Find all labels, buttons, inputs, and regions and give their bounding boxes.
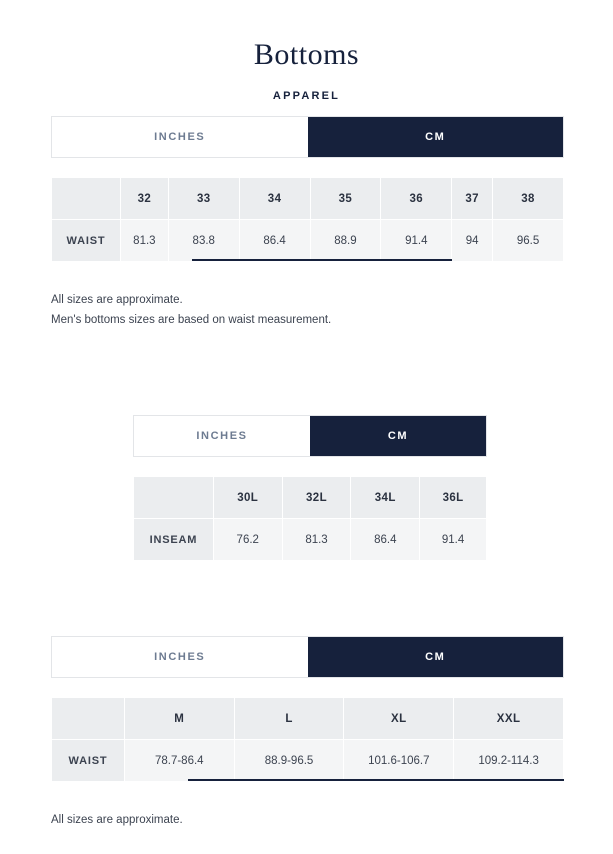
inseam-table (133, 476, 487, 561)
table-header-row (134, 477, 487, 519)
table-cell: 81.3 (120, 220, 168, 262)
table-cell: 94 (452, 220, 493, 262)
column-header: M (124, 698, 234, 740)
table-cell: 101.6-106.7 (344, 740, 454, 782)
row-label: INSEAM (134, 519, 214, 561)
column-header: 36L (420, 477, 487, 519)
table-cell: 88.9-96.5 (234, 740, 344, 782)
column-header: 36 (381, 178, 452, 220)
table-cell: 96.5 (493, 220, 564, 262)
tab-cm-2[interactable]: CM (310, 416, 486, 456)
table-corner-cell (52, 698, 125, 740)
tab-inches-3[interactable]: INCHES (52, 637, 308, 677)
table-cell: 91.4 (381, 220, 452, 262)
column-header: XL (344, 698, 454, 740)
note-line: All sizes are approximate. (51, 814, 183, 826)
note-line: Men's bottoms sizes are based on waist measurement. (51, 314, 332, 326)
column-header: 38 (493, 178, 564, 220)
notes-bottom (51, 810, 564, 830)
page-title: Bottoms (253, 38, 360, 71)
inseam-table-wrap (133, 476, 487, 561)
table-cell: 86.4 (351, 519, 420, 561)
note-line: All sizes are approximate. (51, 294, 183, 306)
waist-numeric-table (51, 177, 564, 262)
tab-inches-2[interactable]: INCHES (134, 416, 310, 456)
unit-toggle-1[interactable] (51, 116, 564, 158)
table-cell: 76.2 (213, 519, 282, 561)
waist-numeric-table-wrap (51, 177, 564, 262)
column-header: 37 (452, 178, 493, 220)
table-row (134, 519, 487, 561)
table-cell: 83.8 (168, 220, 239, 262)
unit-toggle-3[interactable] (51, 636, 564, 678)
waist-alpha-table (51, 697, 564, 782)
table-header-row (52, 178, 564, 220)
tab-inches-1[interactable]: INCHES (52, 117, 308, 157)
column-header: L (234, 698, 344, 740)
column-header: 30L (213, 477, 282, 519)
row-label: WAIST (52, 220, 121, 262)
table-corner-cell (52, 178, 121, 220)
table-header-row (52, 698, 564, 740)
page-subtitle: APPAREL (272, 90, 341, 102)
tab-cm-3[interactable]: CM (308, 637, 564, 677)
row-label: WAIST (52, 740, 125, 782)
column-header: 34 (239, 178, 310, 220)
table-cell: 109.2-114.3 (454, 740, 564, 782)
table-cell: 78.7-86.4 (124, 740, 234, 782)
table-cell: 86.4 (239, 220, 310, 262)
column-header: 33 (168, 178, 239, 220)
table-cell: 91.4 (420, 519, 487, 561)
table-cell: 88.9 (310, 220, 381, 262)
table-cell: 81.3 (282, 519, 351, 561)
notes-top (51, 290, 564, 330)
table-row (52, 220, 564, 262)
column-header: 35 (310, 178, 381, 220)
waist-alpha-table-wrap (51, 697, 564, 782)
selection-underline-1 (192, 259, 452, 261)
column-header: XXL (454, 698, 564, 740)
column-header: 32 (120, 178, 168, 220)
table-corner-cell (134, 477, 214, 519)
table-row (52, 740, 564, 782)
column-header: 32L (282, 477, 351, 519)
unit-toggle-2[interactable] (133, 415, 487, 457)
selection-underline-2 (188, 779, 564, 781)
tab-cm-1[interactable]: CM (308, 117, 564, 157)
column-header: 34L (351, 477, 420, 519)
